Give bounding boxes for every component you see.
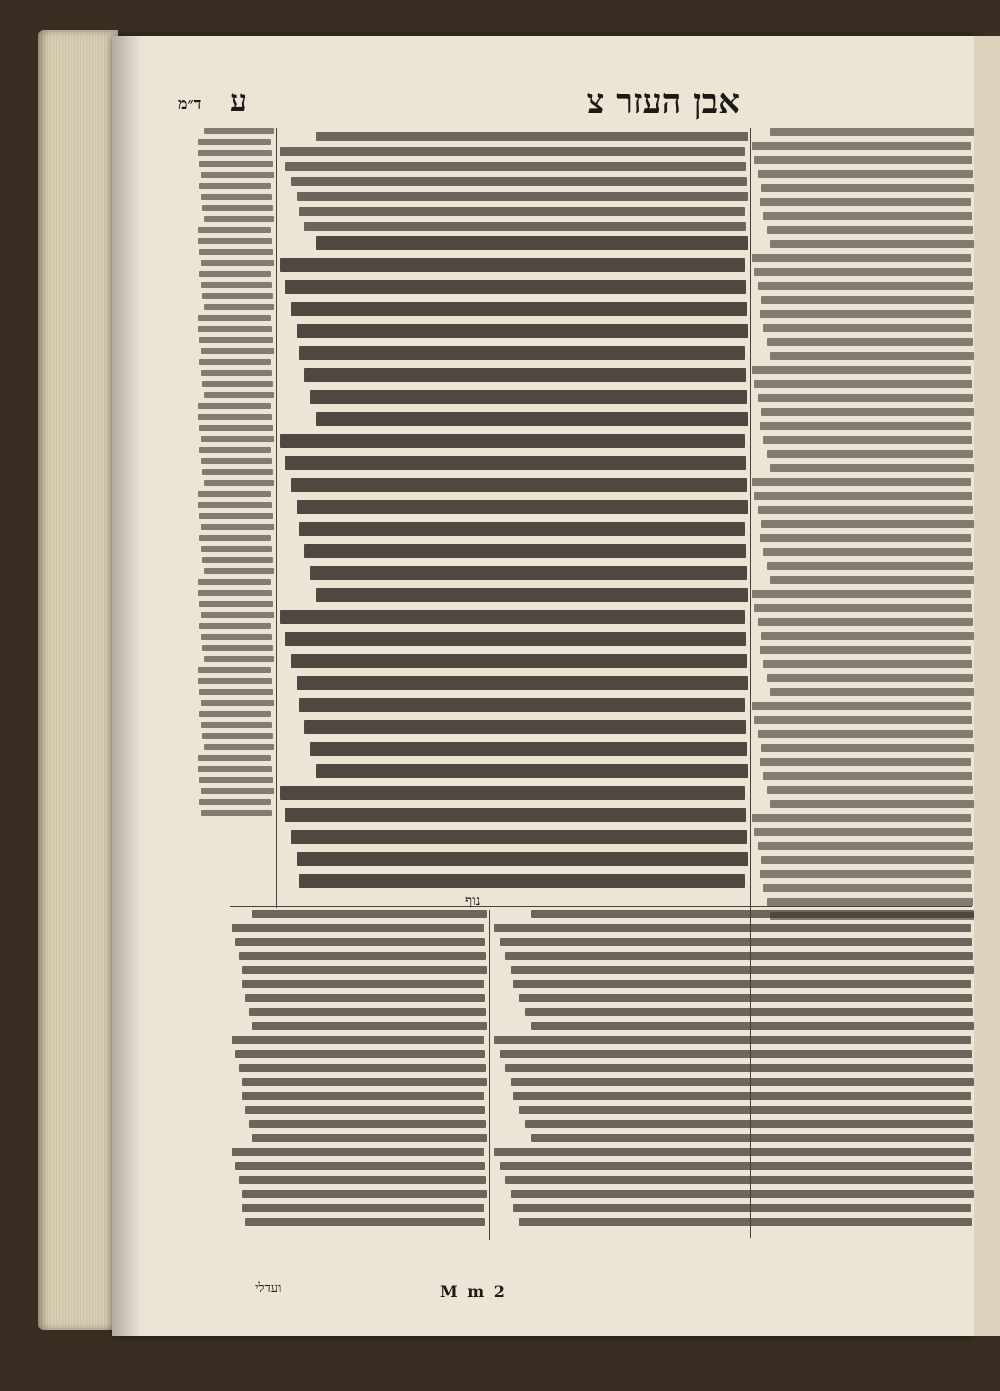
text-line: [235, 1050, 485, 1058]
text-line: [232, 1148, 484, 1156]
text-line: [201, 458, 272, 464]
text-line: [531, 1022, 974, 1030]
text-line: [767, 786, 973, 794]
facing-page-edge: [974, 36, 1000, 1336]
text-line: [201, 172, 274, 178]
text-line: [763, 660, 972, 668]
text-line: [232, 1036, 484, 1044]
text-line: [754, 828, 972, 836]
text-line: [758, 282, 973, 290]
text-line: [763, 436, 972, 444]
text-line: [494, 1036, 971, 1044]
text-line: [752, 142, 971, 150]
text-line: [199, 513, 273, 519]
text-line: [201, 524, 274, 530]
text-line: [201, 634, 272, 640]
text-line: [770, 576, 974, 584]
text-line: [511, 1190, 974, 1198]
text-line: [198, 678, 272, 684]
text-line: [316, 588, 748, 602]
text-line: [500, 1050, 972, 1058]
text-line: [505, 1064, 973, 1072]
text-line: [297, 192, 748, 201]
text-line: [204, 304, 274, 310]
right-commentary-column: [752, 128, 974, 928]
section-mark: ד״מ: [178, 94, 202, 113]
text-line: [770, 352, 974, 360]
text-line: [760, 870, 971, 878]
text-line: [201, 260, 274, 266]
text-line: [201, 700, 274, 706]
section-divider: [230, 906, 972, 907]
text-line: [242, 966, 487, 974]
text-line: [201, 348, 274, 354]
text-line: [767, 674, 973, 682]
text-line: [198, 579, 271, 585]
text-line: [767, 562, 973, 570]
text-line: [525, 1008, 973, 1016]
page-gutter-shadow: [112, 36, 142, 1336]
text-line: [242, 1204, 484, 1212]
text-line: [760, 758, 971, 766]
text-line: [242, 1092, 484, 1100]
text-line: [198, 139, 271, 145]
text-line: [201, 436, 274, 442]
text-line: [299, 346, 746, 360]
text-line: [752, 254, 971, 262]
text-line: [761, 184, 974, 192]
text-line: [763, 324, 972, 332]
text-line: [770, 688, 974, 696]
text-line: [310, 390, 747, 404]
text-line: [242, 1078, 487, 1086]
column-divider: [276, 128, 277, 908]
text-line: [199, 799, 271, 805]
text-line: [770, 464, 974, 472]
text-line: [500, 1162, 972, 1170]
text-line: [245, 1218, 485, 1226]
text-line: [505, 952, 973, 960]
text-line: [198, 755, 271, 761]
text-line: [198, 238, 272, 244]
text-line: [752, 478, 971, 486]
text-line: [752, 814, 971, 822]
text-line: [198, 315, 271, 321]
text-line: [316, 236, 748, 250]
text-line: [280, 786, 745, 800]
text-line: [198, 150, 272, 156]
text-line: [201, 810, 272, 816]
upper-commentary-block: [278, 132, 748, 232]
text-line: [245, 1106, 485, 1114]
text-line: [767, 226, 973, 234]
text-line: [198, 667, 271, 673]
signature-mark: M m 2: [440, 1282, 507, 1301]
text-line: [304, 368, 746, 382]
text-line: [758, 506, 973, 514]
text-line: [531, 1134, 974, 1142]
text-line: [763, 772, 972, 780]
text-line: [770, 800, 974, 808]
text-line: [204, 392, 274, 398]
text-line: [511, 966, 974, 974]
text-line: [204, 744, 274, 750]
text-line: [299, 207, 746, 216]
text-line: [299, 698, 746, 712]
text-line: [202, 733, 273, 739]
main-text-end-word: נוף: [465, 893, 481, 909]
text-line: [249, 1008, 486, 1016]
text-line: [752, 702, 971, 710]
text-line: [199, 689, 273, 695]
text-line: [201, 612, 274, 618]
text-line: [505, 1176, 973, 1184]
text-line: [758, 730, 973, 738]
text-line: [761, 632, 974, 640]
text-line: [316, 412, 748, 426]
text-line: [291, 177, 747, 186]
text-line: [204, 568, 274, 574]
text-line: [201, 370, 272, 376]
text-line: [199, 359, 271, 365]
text-line: [304, 222, 746, 231]
text-line: [519, 994, 972, 1002]
text-line: [519, 1218, 972, 1226]
text-line: [511, 1078, 974, 1086]
text-line: [280, 258, 745, 272]
column-divider: [750, 128, 751, 1238]
text-line: [232, 924, 484, 932]
text-line: [513, 1092, 971, 1100]
text-line: [758, 394, 973, 402]
text-line: [199, 337, 273, 343]
text-line: [201, 788, 274, 794]
text-line: [201, 722, 272, 728]
column-divider: [489, 910, 490, 1240]
text-line: [297, 500, 748, 514]
text-line: [763, 548, 972, 556]
text-line: [201, 546, 272, 552]
text-line: [531, 910, 974, 918]
text-line: [761, 520, 974, 528]
text-line: [204, 216, 274, 222]
running-title: אבן העזר צ: [586, 82, 740, 122]
text-line: [760, 310, 971, 318]
text-line: [235, 938, 485, 946]
text-line: [767, 450, 973, 458]
text-line: [239, 952, 486, 960]
text-line: [252, 1134, 487, 1142]
catchword: ועדלי: [255, 1281, 282, 1296]
text-line: [199, 447, 271, 453]
text-line: [310, 742, 747, 756]
text-line: [280, 610, 745, 624]
text-line: [202, 557, 273, 563]
text-line: [285, 632, 746, 646]
text-line: [758, 618, 973, 626]
text-line: [199, 183, 271, 189]
text-line: [202, 469, 273, 475]
text-line: [202, 381, 273, 387]
lower-left-commentary: [232, 910, 487, 1240]
text-line: [202, 645, 273, 651]
text-line: [761, 856, 974, 864]
text-line: [513, 1204, 971, 1212]
text-line: [760, 198, 971, 206]
marginal-gloss-column: [198, 128, 274, 828]
text-line: [754, 268, 972, 276]
text-line: [761, 408, 974, 416]
text-line: [199, 535, 271, 541]
text-line: [285, 456, 746, 470]
text-line: [291, 478, 747, 492]
text-line: [297, 852, 748, 866]
text-line: [199, 271, 271, 277]
text-line: [199, 161, 273, 167]
text-line: [239, 1176, 486, 1184]
text-line: [204, 128, 274, 134]
text-line: [242, 980, 484, 988]
text-line: [316, 764, 748, 778]
text-line: [199, 425, 273, 431]
lower-right-commentary: [492, 910, 974, 1240]
text-line: [500, 938, 972, 946]
text-line: [754, 716, 972, 724]
text-line: [754, 380, 972, 388]
text-line: [763, 884, 972, 892]
text-line: [201, 194, 272, 200]
text-line: [494, 924, 971, 932]
text-line: [310, 566, 747, 580]
text-line: [760, 422, 971, 430]
text-line: [242, 1190, 487, 1198]
text-line: [758, 170, 973, 178]
text-line: [299, 874, 746, 888]
text-line: [291, 302, 747, 316]
folio-number: ע: [230, 84, 247, 119]
text-line: [754, 604, 972, 612]
text-line: [754, 492, 972, 500]
text-line: [198, 491, 271, 497]
text-line: [304, 720, 746, 734]
text-line: [202, 205, 273, 211]
text-line: [198, 403, 271, 409]
text-line: [760, 534, 971, 542]
text-line: [494, 1148, 971, 1156]
text-line: [239, 1064, 486, 1072]
text-line: [198, 326, 272, 332]
text-line: [285, 808, 746, 822]
text-line: [198, 414, 272, 420]
text-line: [199, 711, 271, 717]
text-line: [513, 980, 971, 988]
text-line: [297, 324, 748, 338]
text-line: [199, 777, 273, 783]
main-text-block: [278, 236, 748, 906]
text-line: [280, 147, 745, 156]
text-line: [752, 590, 971, 598]
text-line: [297, 676, 748, 690]
text-line: [198, 590, 272, 596]
text-line: [199, 601, 273, 607]
text-line: [202, 293, 273, 299]
text-line: [280, 434, 745, 448]
text-line: [291, 830, 747, 844]
text-line: [761, 744, 974, 752]
text-line: [767, 898, 973, 906]
text-line: [198, 227, 271, 233]
text-line: [198, 502, 272, 508]
text-line: [204, 656, 274, 662]
text-line: [760, 646, 971, 654]
text-line: [519, 1106, 972, 1114]
text-line: [754, 156, 972, 164]
text-line: [761, 296, 974, 304]
text-line: [304, 544, 746, 558]
text-line: [758, 842, 973, 850]
text-line: [235, 1162, 485, 1170]
book-page-edges: [38, 30, 118, 1330]
text-line: [767, 338, 973, 346]
text-line: [204, 480, 274, 486]
text-line: [199, 249, 273, 255]
text-line: [285, 162, 746, 171]
text-line: [770, 240, 974, 248]
text-line: [770, 128, 974, 136]
text-line: [252, 1022, 487, 1030]
text-line: [249, 1120, 486, 1128]
text-line: [299, 522, 746, 536]
text-line: [245, 994, 485, 1002]
text-line: [316, 132, 748, 141]
text-line: [199, 623, 271, 629]
text-line: [752, 366, 971, 374]
text-line: [198, 766, 272, 772]
text-line: [201, 282, 272, 288]
text-line: [252, 910, 487, 918]
text-line: [285, 280, 746, 294]
text-line: [763, 212, 972, 220]
text-line: [525, 1120, 973, 1128]
page-header: [178, 82, 740, 132]
text-line: [291, 654, 747, 668]
